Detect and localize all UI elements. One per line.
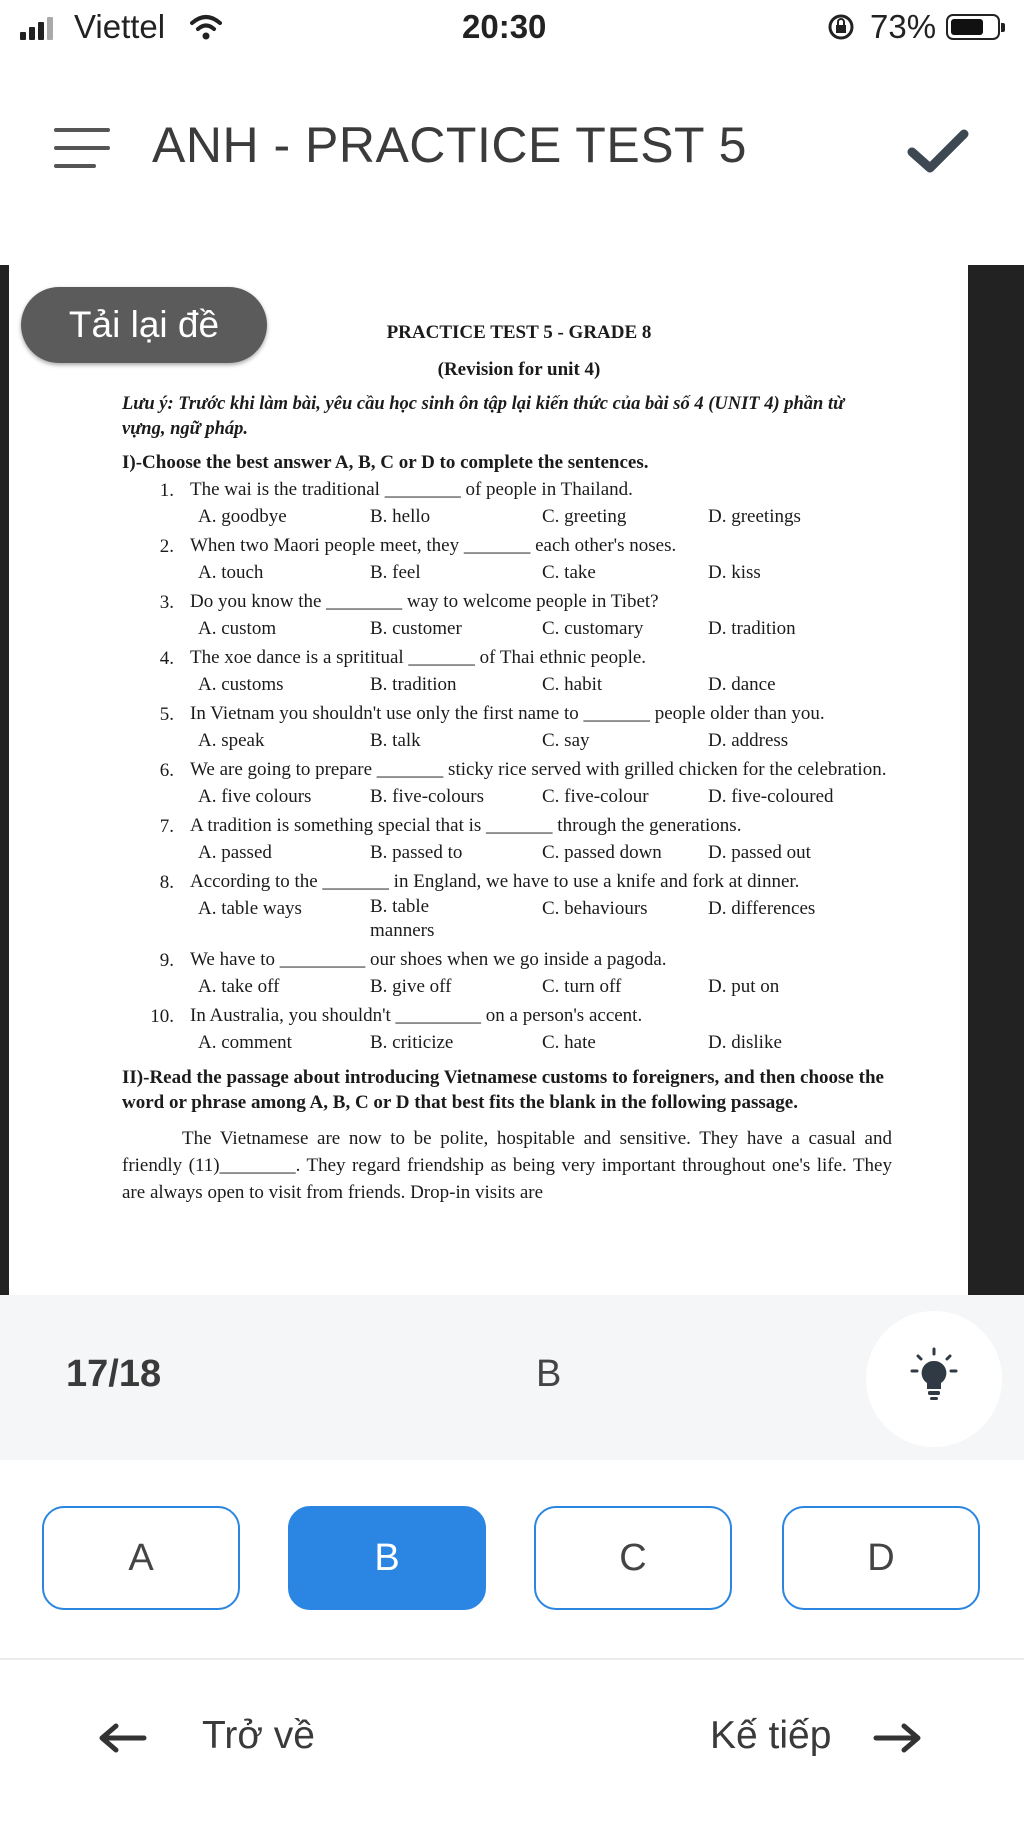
question-option: C. five-colour: [542, 786, 649, 807]
question-option: A. five colours: [198, 786, 312, 807]
question-option: C. customary: [542, 618, 644, 639]
question-options: [198, 727, 892, 755]
question-options: [198, 671, 892, 699]
question-number: 10.: [150, 1006, 174, 1027]
question-item: [122, 757, 892, 783]
question-options: [198, 895, 892, 945]
question-text: In Vietnam you shouldn't use only the first name to _______ people older than you.: [190, 703, 825, 724]
question-option: D. greetings: [708, 506, 801, 527]
question-option: B. criticize: [370, 1032, 454, 1053]
question-number: 2.: [159, 536, 174, 557]
question-option: C. passed down: [542, 842, 662, 863]
question-option: A. touch: [198, 562, 264, 583]
paper-note: Lưu ý: Trước khi làm bài, yêu cầu học sinh ôn tập lại kiến thức của bài số 4 (UNIT 4) phần từ vựng, ngữ pháp.: [122, 394, 845, 439]
question-option: A. customs: [198, 674, 284, 695]
hint-button[interactable]: [866, 1311, 1002, 1447]
carrier-name: Viettel: [74, 8, 166, 45]
question-text: Do you know the ________ way to welcome people in Tibet?: [190, 591, 659, 612]
question-text: According to the _______ in England, we have to use a knife and fork at dinner.: [190, 871, 800, 892]
arrow-right-icon: [872, 1718, 924, 1758]
reading-passage: The Vietnamese are now to be polite, hospitable and sensitive. They have a casual and friendly (11)________. They regard friendship as being very important throughout one's life. They are always open to visit from friends. Drop-in visits are: [122, 1128, 892, 1203]
question-option: C. behaviours: [542, 898, 648, 919]
question-item: [122, 869, 892, 895]
question-option: D. kiss: [708, 562, 761, 583]
question-option: C. habit: [542, 674, 603, 695]
question-number: 8.: [159, 872, 174, 893]
question-option: C. take: [542, 562, 596, 583]
question-option: A. speak: [198, 730, 265, 751]
question-number: 3.: [159, 592, 174, 613]
paper-heading: PRACTICE TEST 5 - GRADE 8: [386, 322, 652, 343]
question-number: 7.: [159, 816, 174, 837]
question-option: A. take off: [198, 976, 280, 997]
answer-status-bar: [0, 1295, 1024, 1460]
section-1-title: I)-Choose the best answer A, B, C or D to complete the sentences.: [122, 452, 649, 473]
question-option: A. goodbye: [198, 506, 287, 527]
question-number: 6.: [159, 760, 174, 781]
question-option: B. customer: [370, 618, 462, 639]
question-text: In Australia, you shouldn't _________ on a person's accent.: [190, 1005, 643, 1026]
document-viewer[interactable]: [0, 265, 1024, 1295]
question-text: The xoe dance is a sprititual _______ of Thai ethnic people.: [190, 647, 647, 668]
app-header: [0, 90, 1024, 200]
question-option: B. tradition: [370, 674, 457, 695]
question-option: B. talk: [370, 730, 421, 751]
question-option: A. passed: [198, 842, 272, 863]
answer-options: [0, 1500, 1024, 1610]
question-option: B. hello: [370, 506, 431, 527]
question-option: C. say: [542, 730, 590, 751]
question-option: A. comment: [198, 1032, 292, 1053]
question-text: When two Maori people meet, they _______ each other's noses.: [190, 535, 677, 556]
question-number: 5.: [159, 704, 174, 725]
answer-button-b[interactable]: B: [288, 1506, 486, 1610]
battery-icon: [946, 14, 1000, 40]
back-label: Trở về: [202, 1714, 315, 1757]
question-options: [198, 503, 892, 531]
question-item: [122, 813, 892, 839]
question-item: [122, 589, 892, 615]
question-item: [122, 947, 892, 973]
question-option: D. tradition: [708, 618, 796, 639]
question-option: B. feel: [370, 562, 421, 583]
question-options: [198, 615, 892, 643]
question-options: [198, 973, 892, 1001]
status-bar: [0, 0, 1024, 58]
next-label: Kế tiếp: [710, 1714, 832, 1757]
question-text: A tradition is something special that is _______ through the generations.: [190, 815, 742, 836]
selected-answer: B: [536, 1353, 562, 1395]
reload-test-button[interactable]: Tải lại đề: [21, 287, 267, 363]
question-item: [122, 701, 892, 727]
question-number: 4.: [159, 648, 174, 669]
question-options: [198, 1029, 892, 1057]
wifi-icon: [190, 12, 222, 42]
answer-button-c[interactable]: C: [534, 1506, 732, 1610]
question-option: D. dislike: [708, 1032, 782, 1053]
answer-button-a[interactable]: A: [42, 1506, 240, 1610]
question-number: 9.: [159, 950, 174, 971]
exam-paper: [122, 319, 892, 1206]
question-option: C. turn off: [542, 976, 622, 997]
question-options: [198, 839, 892, 867]
question-list: [122, 477, 892, 1057]
question-option: B. passed to: [370, 842, 463, 863]
question-item: [122, 645, 892, 671]
question-option: A. custom: [198, 618, 277, 639]
question-option: D. put on: [708, 976, 780, 997]
answer-button-d[interactable]: D: [782, 1506, 980, 1610]
question-option: D. address: [708, 730, 789, 751]
battery-percent: 73%: [870, 8, 937, 45]
question-item: [122, 533, 892, 559]
question-text: We have to _________ our shoes when we go inside a pagoda.: [190, 949, 667, 970]
question-text: The wai is the traditional ________ of people in Thailand.: [190, 479, 633, 500]
question-option: B. five-colours: [370, 786, 484, 807]
arrow-left-icon: [96, 1718, 148, 1758]
question-progress: 17/18: [66, 1353, 162, 1395]
submit-check-icon[interactable]: [906, 126, 970, 174]
divider: [0, 1658, 1024, 1660]
question-option: D. differences: [708, 898, 816, 919]
question-options: [198, 559, 892, 587]
question-text: We are going to prepare _______ sticky rice served with grilled chicken for the celebration.: [190, 759, 887, 780]
question-options: [198, 783, 892, 811]
lightbulb-icon: [904, 1347, 964, 1407]
question-number: 1.: [159, 480, 174, 501]
document-edge-right: [968, 265, 1024, 1295]
section-2-title: II)-Read the passage about introducing Vietnamese customs to foreigners, and then choose the word or phrase among A, B, C or D that best fits the blank in the following passage.: [122, 1067, 884, 1113]
question-item: [122, 1003, 892, 1029]
question-option: D. passed out: [708, 842, 811, 863]
question-option: D. dance: [708, 674, 776, 695]
document-edge-left: [0, 265, 9, 1295]
question-option: A. table ways: [198, 898, 302, 919]
question-option: B. table manners: [370, 896, 435, 941]
signal-icon: [20, 16, 56, 40]
question-option: D. five-coloured: [708, 786, 834, 807]
clock: 20:30: [462, 8, 547, 45]
hamburger-menu-icon[interactable]: [54, 128, 110, 168]
rotation-lock-icon: [826, 12, 856, 42]
page-title: ANH - PRACTICE TEST 5: [152, 117, 747, 173]
question-item: [122, 477, 892, 503]
question-option: C. greeting: [542, 506, 627, 527]
question-option: C. hate: [542, 1032, 596, 1053]
question-option: B. give off: [370, 976, 452, 997]
paper-subheading: (Revision for unit 4): [437, 359, 601, 380]
